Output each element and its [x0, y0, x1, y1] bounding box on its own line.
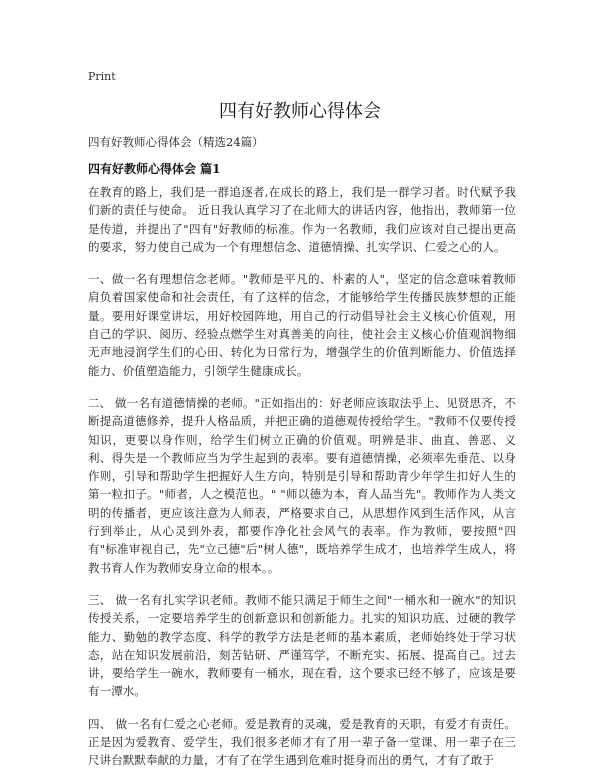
print-label: Print	[88, 70, 116, 83]
paragraph-kindness: 四、 做一名有仁爱之心老师。爱是教育的灵魂，爱是教育的天职，有爱才有责任。正是因为爱教育、爱学生，我们很多老师才有了用一辈子备一堂课、用一辈子在三尺讲台默默奉献的力量，才有了在学生遇到危难时挺身而出的勇气，才有了敢于	[88, 716, 516, 768]
document-title: 四有好教师心得体会	[219, 101, 381, 122]
document-body	[88, 183, 516, 776]
section-heading: 四有好教师心得体会 篇1	[88, 162, 221, 176]
paragraph-intro: 在教育的路上，我们是一群追逐者,在成长的路上，我们是一群学习者。时代赋予我们新的责任与使命。 近日我认真学习了在北师大的讲话内容，他指出，教师第一位是传道，并提出了"四有"好教师的标准。作为一名教师，我们应该对自己提出更高的要求，努力使自己成为一个有理想信念、道德情操、扎实学识、仁爱之心的人。	[88, 185, 516, 254]
paragraph-knowledge: 三、 做一名有扎实学识老师。教师不能只满足于师生之间"一桶水和一碗水"的知识传授关系，一定要培养学生的创新意识和创新能力。扎实的知识功底、过硬的教学能力、勤勉的教学态度、科学的教学方法是老师的基本素质，老师始终处于学习状态，站在知识发展前沿，刻苦钻研、严谨笃学，不断充实、拓展、提高自己。过去讲，要给学生一碗水，教师要有一桶水，现在看，这个要求已经不够了，应该是要有一潭水。	[88, 592, 516, 699]
document-subtitle: 四有好教师心得体会（精选24篇）	[88, 135, 264, 149]
paragraph-morality: 二、 做一名有道德情操的老师。"正如指出的：好老师应该取法乎上、见贤思齐，不断提高道德修养，提升人格品质，并把正确的道德观传授给学生。"教师不仅要传授知识，更要以身作则，给学生们树立正确的价值观。明辨是非、曲直、善恶、义利、得失是一个教师应当为学生起到的表率。要有道德情操，必须率先垂范、以身作则，引导和帮助学生把握好人生方向，特别是引导和帮助青少年学生扣好人生的第一粒扣子。"师者，人之模范也。" "师以德为本，育人品当先"。教师作为人类文明的传播者，更应该注意为人师表，严格要求自己，从思想作风到生活作风，从言行到举止，从心灵到外表，都要作净化社会风气的表率。作为教师，要按照"四有"标准审视自己，先"立己德"后"树人德"，既培养学生成才，也培养学生成人，将教书育人作为教师安身立命的根本。。	[88, 395, 516, 575]
paragraph-ideals: 一、做一名有理想信念老师。"教师是平凡的、朴素的人"，坚定的信念意味着教师肩负着国家使命和社会责任，有了这样的信念，才能够给学生传播民族梦想的正能量。要用好课堂讲坛，用好校园阵地，用自己的行动倡导社会主义核心价值观，用自己的学识、阅历、经验点燃学生对真善美的向往，使社会主义核心价值观润物细无声地浸润学生们的心田、转化为日常行为，增强学生的价值判断能力、价值选择能力、价值塑造能力，引领学生健康成长。	[88, 272, 516, 378]
